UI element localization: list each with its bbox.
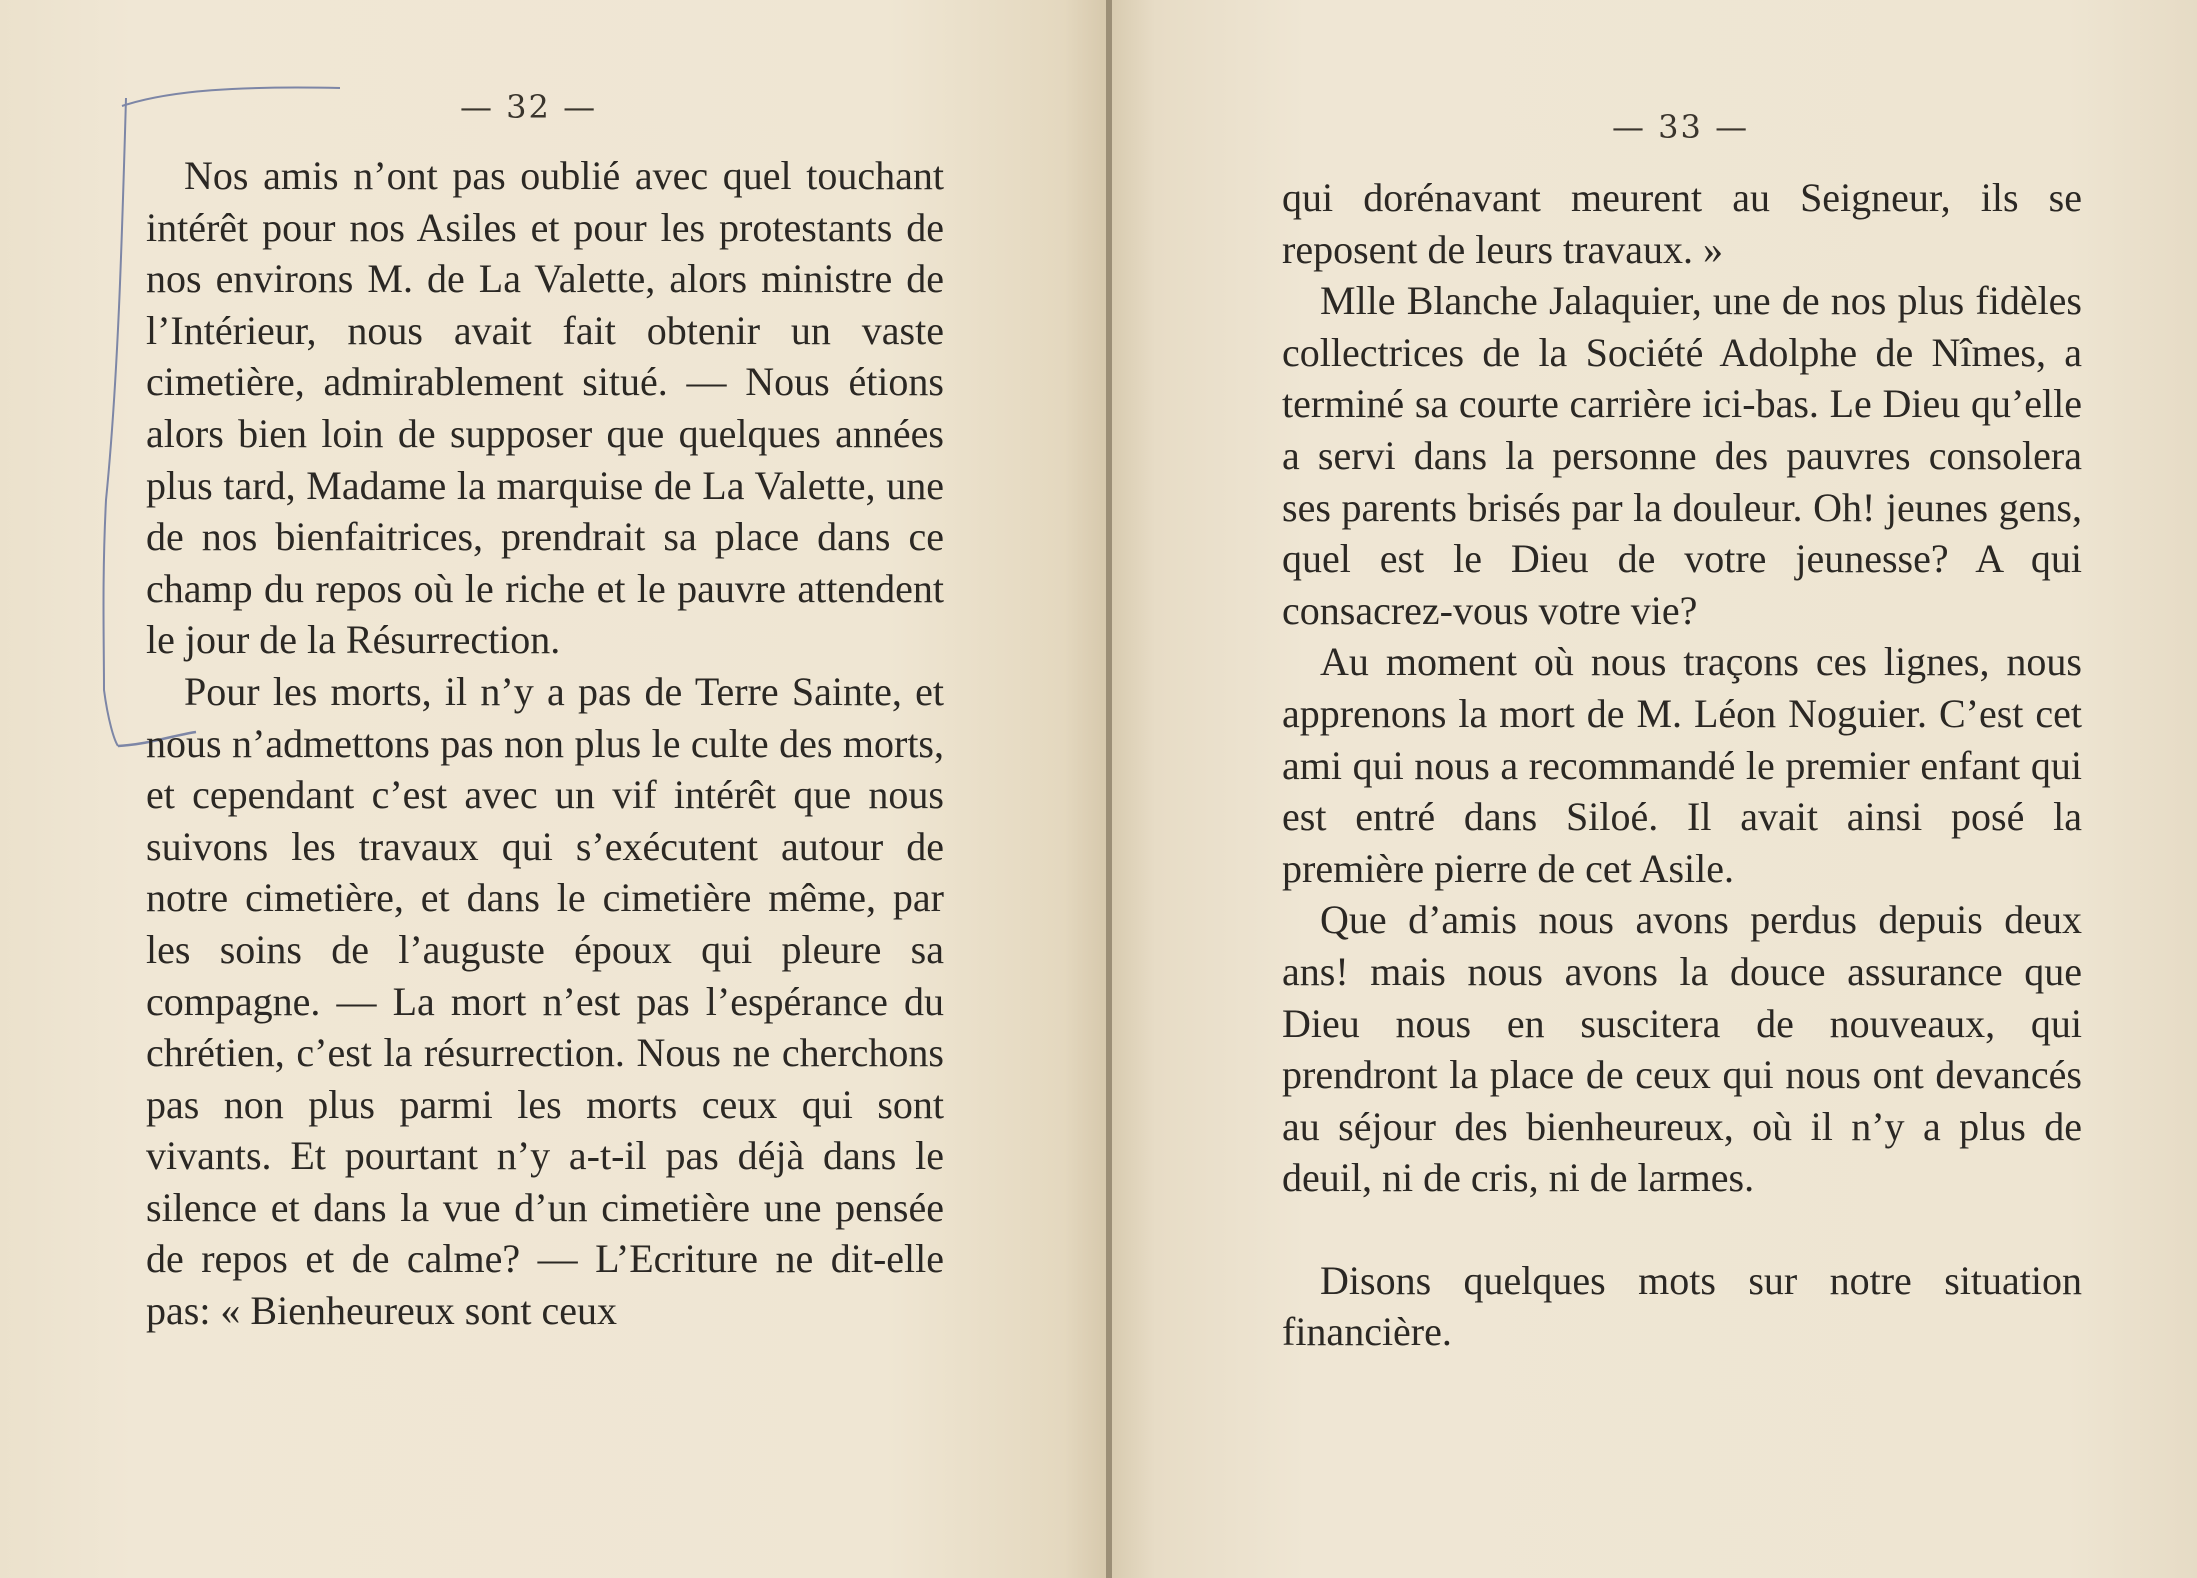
continued-paragraph: qui dorénavant meurent au Seigneur, ils se reposent de leurs travaux. » [1282,175,2082,272]
page-number: — 32 — [460,88,598,126]
right-page-body [1282,172,2082,1358]
paragraph: Mlle Blanche Jalaquier, une de nos plus fidèles collectrices de la Société Adolphe de Nîmes, a terminé sa courte carrière ici-bas. Le Dieu qu’elle a servi dans la personne des pauvres consolera ses parents brisés par la douleur. Oh! jeunes gens, quel est le Dieu de votre jeunesse? A qui consacrez-vous votre vie? [1282,278,2082,633]
paragraph: Nos amis n’ont pas oublié avec quel touchant intérêt pour nos Asiles et pour les protestants de nos environs M. de La Valette, alors ministre de l’Intérieur, nous avait fait obtenir un vaste cimetière, admirablement situé. — Nous étions alors bien loin de supposer que quelques années plus tard, Madame la marquise de La Valette, une de nos bienfaitrices, prendrait sa place dans ce champ du repos où le riche et le pauvre attendent le jour de la Résurrection. [146,153,944,663]
paragraph: Au moment où nous traçons ces lignes, nous apprenons la mort de M. Léon Noguier. C’est cet ami qui nous a recommandé le premier enfant qui est entré dans Siloé. Il avait ainsi posé la première pierre de cet Asile. [1282,639,2082,891]
left-page-body [146,150,944,1337]
paragraph: Que d’amis nous avons perdus depuis deux ans! mais nous avons la douce assurance que Dieu nous en suscitera de nouveaux, qui prendront la place de ceux qui nous ont devancés au séjour des bienheureux, où il n’y a plus de deuil, ni de cris, ni de larmes. [1282,897,2082,1201]
closing-paragraph: Disons quelques mots sur notre situation financière. [1282,1257,2082,1355]
page-number: — 33 — [1612,108,1750,146]
paragraph: Pour les morts, il n’y a pas de Terre Sainte, et nous n’admettons pas non plus le culte des morts, et cependant c’est avec un vif intérêt que nous suivons les travaux qui s’exécutent autour de notre cimetière, et dans le cimetière même, par les soins de l’auguste époux qui pleure sa compagne. — La mort n’est pas l’espérance du chrétien, c’est la résurrection. Nous ne cherchons pas non plus parmi les morts ceux qui sont vivants. Et pourtant n’y a-t-il pas déjà dans le silence et dans la vue d’un cimetière une pensée de repos et de calme? — L’Ecriture ne dit-elle pas: « Bienheureux sont ceux [146,668,944,1334]
